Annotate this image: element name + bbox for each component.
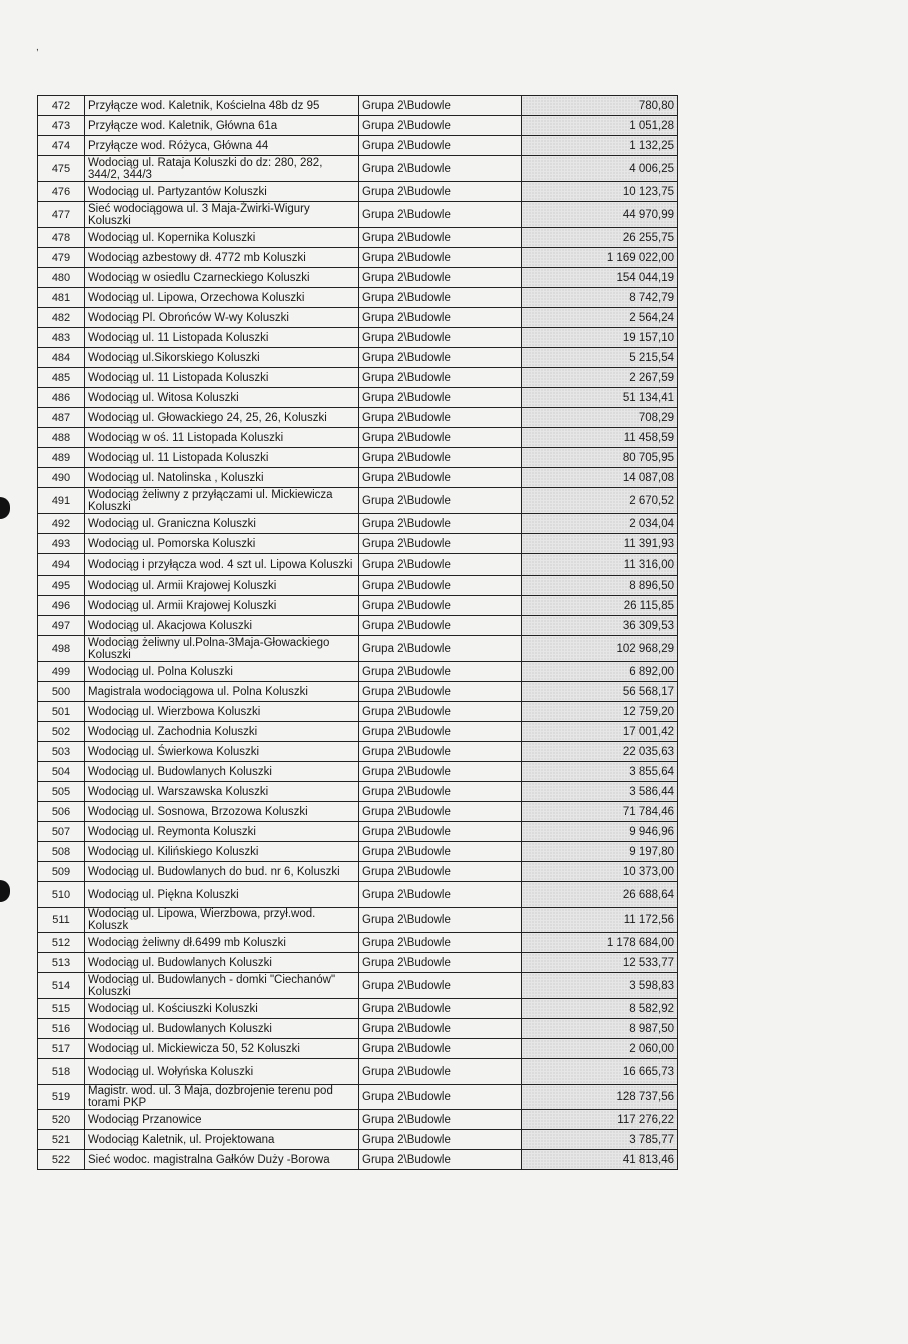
table-row <box>38 1150 678 1170</box>
row-group: Grupa 2\Budowle <box>359 616 522 636</box>
row-description: Wodociąg ul. 11 Listopada Koluszki <box>85 368 359 388</box>
row-number: 478 <box>38 228 85 248</box>
row-group: Grupa 2\Budowle <box>359 368 522 388</box>
row-value: 3 586,44 <box>522 782 678 802</box>
row-group: Grupa 2\Budowle <box>359 488 522 514</box>
row-number: 511 <box>38 908 85 933</box>
row-description: Wodociąg ul. Lipowa, Wierzbowa, przył.wod. Koluszk <box>85 908 359 933</box>
row-description: Wodociąg żeliwny z przyłączami ul. Mickiewicza Koluszki <box>85 488 359 514</box>
row-group: Grupa 2\Budowle <box>359 328 522 348</box>
table-row <box>38 182 678 202</box>
row-number: 494 <box>38 554 85 576</box>
row-number: 517 <box>38 1039 85 1059</box>
table-row <box>38 636 678 662</box>
row-value: 1 132,25 <box>522 136 678 156</box>
row-value: 2 060,00 <box>522 1039 678 1059</box>
row-number: 477 <box>38 202 85 228</box>
table-row <box>38 268 678 288</box>
binder-hole-upper <box>0 497 10 519</box>
table-row <box>38 408 678 428</box>
row-description: Wodociąg ul. Głowackiego 24, 25, 26, Koluszki <box>85 408 359 428</box>
row-group: Grupa 2\Budowle <box>359 742 522 762</box>
row-description: Wodociąg ul. Armii Krajowej Koluszki <box>85 596 359 616</box>
row-value: 3 598,83 <box>522 973 678 999</box>
row-description: Wodociąg ul. Piękna Koluszki <box>85 882 359 908</box>
row-group: Grupa 2\Budowle <box>359 268 522 288</box>
table-row <box>38 908 678 933</box>
binder-hole-lower <box>0 880 10 902</box>
row-description: Magistr. wod. ul. 3 Maja, dozbrojenie terenu pod torami PKP <box>85 1085 359 1110</box>
row-value: 1 178 684,00 <box>522 933 678 953</box>
row-description: Wodociąg żeliwny ul.Polna-3Maja-Głowackiego Koluszki <box>85 636 359 662</box>
row-value: 6 892,00 <box>522 662 678 682</box>
row-number: 486 <box>38 388 85 408</box>
row-description: Wodociąg ul. Witosa Koluszki <box>85 388 359 408</box>
row-number: 489 <box>38 448 85 468</box>
row-group: Grupa 2\Budowle <box>359 1130 522 1150</box>
row-number: 473 <box>38 116 85 136</box>
row-number: 495 <box>38 576 85 596</box>
row-value: 12 533,77 <box>522 953 678 973</box>
row-value: 2 267,59 <box>522 368 678 388</box>
row-group: Grupa 2\Budowle <box>359 953 522 973</box>
row-description: Wodociąg ul. Kopernika Koluszki <box>85 228 359 248</box>
table-row <box>38 722 678 742</box>
row-group: Grupa 2\Budowle <box>359 933 522 953</box>
row-group: Grupa 2\Budowle <box>359 1039 522 1059</box>
row-number: 515 <box>38 999 85 1019</box>
row-description: Wodociąg ul. Natolinska , Koluszki <box>85 468 359 488</box>
row-group: Grupa 2\Budowle <box>359 388 522 408</box>
row-number: 522 <box>38 1150 85 1170</box>
row-description: Wodociąg azbestowy dł. 4772 mb Koluszki <box>85 248 359 268</box>
row-value: 26 255,75 <box>522 228 678 248</box>
row-description: Wodociąg Przanowice <box>85 1110 359 1130</box>
row-description: Przyłącze wod. Kaletnik, Kościelna 48b dz 95 <box>85 96 359 116</box>
table-row <box>38 1085 678 1110</box>
table-row <box>38 288 678 308</box>
row-value: 80 705,95 <box>522 448 678 468</box>
row-group: Grupa 2\Budowle <box>359 182 522 202</box>
row-number: 476 <box>38 182 85 202</box>
table-row <box>38 1130 678 1150</box>
row-description: Sieć wodociągowa ul. 3 Maja-Żwirki-Wigury Koluszki <box>85 202 359 228</box>
row-description: Wodociąg ul. Wołyńska Koluszki <box>85 1059 359 1085</box>
row-number: 491 <box>38 488 85 514</box>
row-group: Grupa 2\Budowle <box>359 973 522 999</box>
row-value: 19 157,10 <box>522 328 678 348</box>
row-value: 8 896,50 <box>522 576 678 596</box>
row-number: 498 <box>38 636 85 662</box>
row-description: Wodociąg Pl. Obrońców W-wy Koluszki <box>85 308 359 328</box>
table-row <box>38 514 678 534</box>
row-group: Grupa 2\Budowle <box>359 822 522 842</box>
row-value: 9 197,80 <box>522 842 678 862</box>
row-description: Wodociąg ul. Partyzantów Koluszki <box>85 182 359 202</box>
table-row <box>38 682 678 702</box>
row-number: 513 <box>38 953 85 973</box>
row-description: Wodociąg żeliwny dł.6499 mb Koluszki <box>85 933 359 953</box>
row-group: Grupa 2\Budowle <box>359 1150 522 1170</box>
table-row <box>38 702 678 722</box>
row-description: Wodociąg ul. Graniczna Koluszki <box>85 514 359 534</box>
row-number: 493 <box>38 534 85 554</box>
row-number: 472 <box>38 96 85 116</box>
row-value: 128 737,56 <box>522 1085 678 1110</box>
table-row <box>38 742 678 762</box>
row-value: 5 215,54 <box>522 348 678 368</box>
row-value: 154 044,19 <box>522 268 678 288</box>
row-value: 71 784,46 <box>522 802 678 822</box>
row-group: Grupa 2\Budowle <box>359 96 522 116</box>
row-value: 11 172,56 <box>522 908 678 933</box>
row-number: 482 <box>38 308 85 328</box>
table-row <box>38 842 678 862</box>
table-row <box>38 822 678 842</box>
row-description: Wodociąg ul. Mickiewicza 50, 52 Koluszki <box>85 1039 359 1059</box>
row-value: 9 946,96 <box>522 822 678 842</box>
row-description: Wodociąg ul. Świerkowa Koluszki <box>85 742 359 762</box>
table-row <box>38 882 678 908</box>
table-row <box>38 116 678 136</box>
row-number: 499 <box>38 662 85 682</box>
table-row <box>38 576 678 596</box>
row-group: Grupa 2\Budowle <box>359 428 522 448</box>
table-row <box>38 616 678 636</box>
row-group: Grupa 2\Budowle <box>359 408 522 428</box>
row-number: 505 <box>38 782 85 802</box>
table-row <box>38 348 678 368</box>
table-row <box>38 1039 678 1059</box>
row-value: 3 785,77 <box>522 1130 678 1150</box>
table-row <box>38 388 678 408</box>
row-group: Grupa 2\Budowle <box>359 228 522 248</box>
row-value: 56 568,17 <box>522 682 678 702</box>
row-description: Przyłącze wod. Kaletnik, Główna 61a <box>85 116 359 136</box>
row-number: 503 <box>38 742 85 762</box>
row-description: Wodociąg ul. Pomorska Koluszki <box>85 534 359 554</box>
row-group: Grupa 2\Budowle <box>359 308 522 328</box>
table-row <box>38 308 678 328</box>
row-value: 4 006,25 <box>522 156 678 182</box>
row-number: 480 <box>38 268 85 288</box>
row-value: 780,80 <box>522 96 678 116</box>
row-number: 520 <box>38 1110 85 1130</box>
table-row <box>38 202 678 228</box>
row-description: Wodociąg Kaletnik, ul. Projektowana <box>85 1130 359 1150</box>
row-description: Wodociąg ul. Kilińskiego Koluszki <box>85 842 359 862</box>
row-number: 516 <box>38 1019 85 1039</box>
row-description: Wodociąg w osiedlu Czarneckiego Koluszki <box>85 268 359 288</box>
row-value: 8 582,92 <box>522 999 678 1019</box>
row-value: 22 035,63 <box>522 742 678 762</box>
table-row <box>38 802 678 822</box>
row-group: Grupa 2\Budowle <box>359 1110 522 1130</box>
row-description: Wodociąg ul. Polna Koluszki <box>85 662 359 682</box>
row-value: 1 051,28 <box>522 116 678 136</box>
row-description: Wodociąg ul. Sosnowa, Brzozowa Koluszki <box>85 802 359 822</box>
table-row <box>38 973 678 999</box>
row-number: 521 <box>38 1130 85 1150</box>
row-group: Grupa 2\Budowle <box>359 782 522 802</box>
row-group: Grupa 2\Budowle <box>359 596 522 616</box>
row-description: Wodociąg ul. Budowlanych do bud. nr 6, Koluszki <box>85 862 359 882</box>
table-row <box>38 228 678 248</box>
row-description: Wodociąg ul. Reymonta Koluszki <box>85 822 359 842</box>
table-row <box>38 762 678 782</box>
row-number: 488 <box>38 428 85 448</box>
row-group: Grupa 2\Budowle <box>359 554 522 576</box>
row-description: Wodociąg ul. Budowlanych Koluszki <box>85 762 359 782</box>
row-number: 506 <box>38 802 85 822</box>
table-row <box>38 1019 678 1039</box>
row-number: 502 <box>38 722 85 742</box>
row-number: 485 <box>38 368 85 388</box>
row-description: Wodociąg ul. Armii Krajowej Koluszki <box>85 576 359 596</box>
row-number: 490 <box>38 468 85 488</box>
row-description: Wodociąg ul. Rataja Koluszki do dz: 280, 282, 344/2, 344/3 <box>85 156 359 182</box>
table-row <box>38 448 678 468</box>
row-number: 508 <box>38 842 85 862</box>
row-group: Grupa 2\Budowle <box>359 202 522 228</box>
row-group: Grupa 2\Budowle <box>359 248 522 268</box>
row-group: Grupa 2\Budowle <box>359 702 522 722</box>
row-value: 12 759,20 <box>522 702 678 722</box>
row-number: 496 <box>38 596 85 616</box>
row-number: 479 <box>38 248 85 268</box>
row-value: 2 670,52 <box>522 488 678 514</box>
row-group: Grupa 2\Budowle <box>359 534 522 554</box>
row-value: 44 970,99 <box>522 202 678 228</box>
row-group: Grupa 2\Budowle <box>359 999 522 1019</box>
row-group: Grupa 2\Budowle <box>359 576 522 596</box>
asset-table <box>37 95 678 1170</box>
row-value: 8 987,50 <box>522 1019 678 1039</box>
row-description: Wodociąg ul.Sikorskiego Koluszki <box>85 348 359 368</box>
row-description: Wodociąg ul. Warszawska Koluszki <box>85 782 359 802</box>
row-description: Magistrala wodociągowa ul. Polna Koluszki <box>85 682 359 702</box>
row-value: 102 968,29 <box>522 636 678 662</box>
row-group: Grupa 2\Budowle <box>359 156 522 182</box>
row-value: 17 001,42 <box>522 722 678 742</box>
row-group: Grupa 2\Budowle <box>359 882 522 908</box>
row-description: Wodociąg ul. Kościuszki Koluszki <box>85 999 359 1019</box>
row-description: Wodociąg i przyłącza wod. 4 szt ul. Lipowa Koluszki <box>85 554 359 576</box>
table-row <box>38 1059 678 1085</box>
row-description: Wodociąg ul. Lipowa, Orzechowa Koluszki <box>85 288 359 308</box>
row-group: Grupa 2\Budowle <box>359 842 522 862</box>
table-row <box>38 248 678 268</box>
row-number: 518 <box>38 1059 85 1085</box>
row-group: Grupa 2\Budowle <box>359 636 522 662</box>
row-number: 487 <box>38 408 85 428</box>
row-group: Grupa 2\Budowle <box>359 908 522 933</box>
table-row <box>38 368 678 388</box>
row-description: Wodociąg ul. Budowlanych - domki "Ciechanów" Koluszki <box>85 973 359 999</box>
table-row <box>38 662 678 682</box>
row-number: 512 <box>38 933 85 953</box>
table-row <box>38 1110 678 1130</box>
row-group: Grupa 2\Budowle <box>359 468 522 488</box>
row-number: 514 <box>38 973 85 999</box>
row-description: Wodociąg ul. Akacjowa Koluszki <box>85 616 359 636</box>
table-row <box>38 534 678 554</box>
table-row <box>38 953 678 973</box>
row-group: Grupa 2\Budowle <box>359 288 522 308</box>
row-number: 481 <box>38 288 85 308</box>
row-group: Grupa 2\Budowle <box>359 862 522 882</box>
row-value: 26 115,85 <box>522 596 678 616</box>
row-value: 11 391,93 <box>522 534 678 554</box>
row-value: 8 742,79 <box>522 288 678 308</box>
row-number: 484 <box>38 348 85 368</box>
row-value: 11 316,00 <box>522 554 678 576</box>
row-group: Grupa 2\Budowle <box>359 1059 522 1085</box>
row-description: Wodociąg ul. Zachodnia Koluszki <box>85 722 359 742</box>
row-group: Grupa 2\Budowle <box>359 348 522 368</box>
table-row <box>38 862 678 882</box>
table-row <box>38 96 678 116</box>
row-description: Wodociąg ul. Budowlanych Koluszki <box>85 953 359 973</box>
row-value: 2 034,04 <box>522 514 678 534</box>
row-value: 1 169 022,00 <box>522 248 678 268</box>
row-description: Wodociąg w oś. 11 Listopada Koluszki <box>85 428 359 448</box>
row-number: 497 <box>38 616 85 636</box>
table-row <box>38 468 678 488</box>
row-value: 10 123,75 <box>522 182 678 202</box>
row-value: 41 813,46 <box>522 1150 678 1170</box>
row-value: 51 134,41 <box>522 388 678 408</box>
row-description: Wodociąg ul. Budowlanych Koluszki <box>85 1019 359 1039</box>
row-value: 2 564,24 <box>522 308 678 328</box>
row-description: Wodociąg ul. Wierzbowa Koluszki <box>85 702 359 722</box>
row-number: 510 <box>38 882 85 908</box>
row-value: 16 665,73 <box>522 1059 678 1085</box>
table-row <box>38 554 678 576</box>
row-number: 475 <box>38 156 85 182</box>
table-row <box>38 782 678 802</box>
table-row <box>38 596 678 616</box>
table-row <box>38 999 678 1019</box>
row-group: Grupa 2\Budowle <box>359 682 522 702</box>
row-number: 501 <box>38 702 85 722</box>
row-number: 509 <box>38 862 85 882</box>
row-number: 483 <box>38 328 85 348</box>
row-value: 3 855,64 <box>522 762 678 782</box>
row-number: 504 <box>38 762 85 782</box>
row-value: 708,29 <box>522 408 678 428</box>
row-group: Grupa 2\Budowle <box>359 762 522 782</box>
row-number: 492 <box>38 514 85 534</box>
table-row <box>38 156 678 182</box>
row-group: Grupa 2\Budowle <box>359 1019 522 1039</box>
row-value: 10 373,00 <box>522 862 678 882</box>
row-number: 474 <box>38 136 85 156</box>
page-mark: , <box>36 42 39 53</box>
row-group: Grupa 2\Budowle <box>359 722 522 742</box>
row-group: Grupa 2\Budowle <box>359 448 522 468</box>
row-value: 36 309,53 <box>522 616 678 636</box>
row-value: 117 276,22 <box>522 1110 678 1130</box>
table-row <box>38 488 678 514</box>
row-description: Wodociąg ul. 11 Listopada Koluszki <box>85 448 359 468</box>
table-row <box>38 933 678 953</box>
row-group: Grupa 2\Budowle <box>359 1085 522 1110</box>
row-description: Wodociąg ul. 11 Listopada Koluszki <box>85 328 359 348</box>
row-value: 26 688,64 <box>522 882 678 908</box>
row-group: Grupa 2\Budowle <box>359 802 522 822</box>
row-group: Grupa 2\Budowle <box>359 514 522 534</box>
row-group: Grupa 2\Budowle <box>359 116 522 136</box>
row-value: 11 458,59 <box>522 428 678 448</box>
row-number: 500 <box>38 682 85 702</box>
row-number: 507 <box>38 822 85 842</box>
row-number: 519 <box>38 1085 85 1110</box>
row-group: Grupa 2\Budowle <box>359 136 522 156</box>
row-description: Sieć wodoc. magistralna Gałków Duży -Borowa <box>85 1150 359 1170</box>
table-row <box>38 136 678 156</box>
row-value: 14 087,08 <box>522 468 678 488</box>
table-row <box>38 428 678 448</box>
row-group: Grupa 2\Budowle <box>359 662 522 682</box>
row-description: Przyłącze wod. Różyca, Główna 44 <box>85 136 359 156</box>
table-row <box>38 328 678 348</box>
